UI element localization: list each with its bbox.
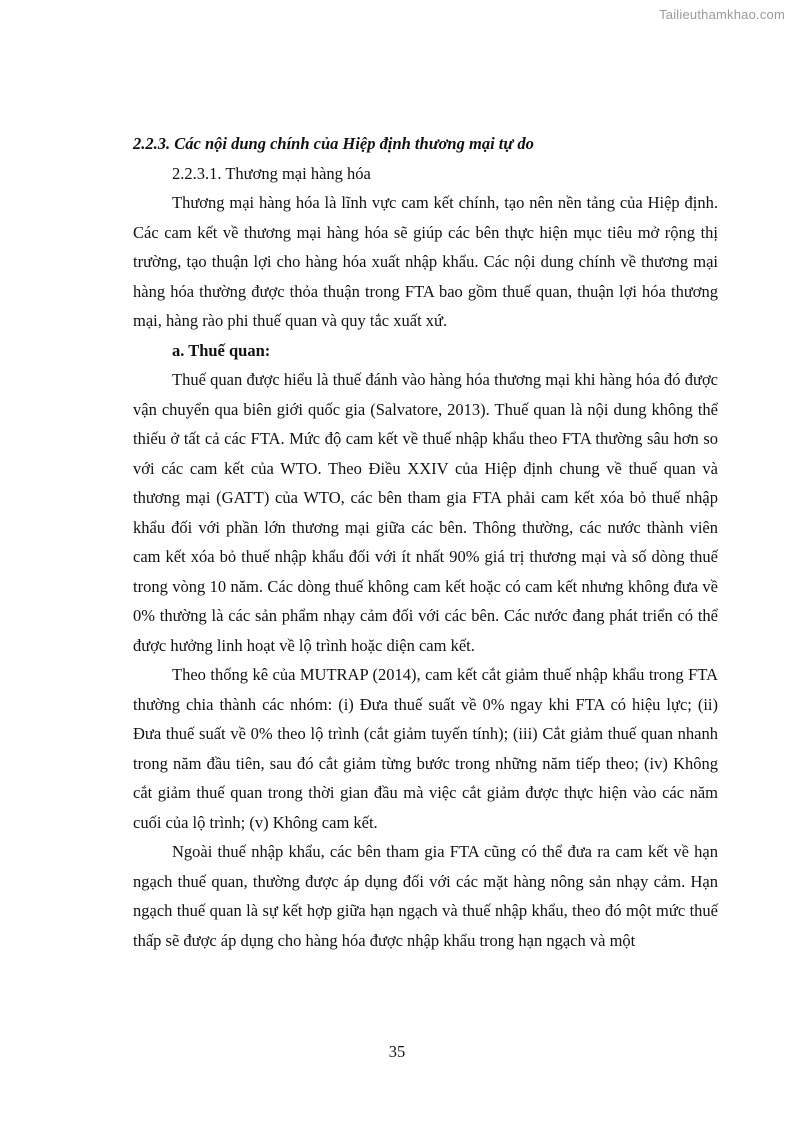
subsection-heading: 2.2.3.1. Thương mại hàng hóa xyxy=(172,163,371,183)
watermark: Tailieuthamkhao.com xyxy=(659,7,785,22)
paragraph-tariff-definition: Thuế quan được hiểu là thuế đánh vào hàng hóa thương mại khi hàng hóa đó được vận chuyển qua biên giới quốc gia (Salvatore, 2013). Thuế quan là nội dung không thể thiếu ở tất cả các FTA. Mức độ cam kết về thuế nhập khẩu theo FTA thường sâu hơn so với các cam kết của WTO. Theo Điều XXIV của Hiệp định chung về thuế quan và thương mại (GATT) của WTO, các bên tham gia FTA phải cam kết xóa bỏ thuế nhập khẩu đối với phần lớn thương mại giữa các bên. Thông thường, các nước thành viên cam kết xóa bỏ thuế nhập khẩu đối với ít nhất 90% giá trị thương mại và số dòng thuế trong vòng 10 năm. Các dòng thuế không cam kết hoặc có cam kết nhưng không đưa về 0% thường là các sản phẩm nhạy cảm đối với các bên. Các nước đang phát triển có thể được hưởng linh hoạt về lộ trình hoặc diện cam kết. xyxy=(133,370,718,655)
page-number: 35 xyxy=(388,1042,406,1061)
paragraph-intro: Thương mại hàng hóa là lĩnh vực cam kết chính, tạo nên nền tảng của Hiệp định. Các cam kết về thương mại hàng hóa sẽ giúp các bên thực hiện mục tiêu mở rộng thị trường, tạo thuận lợi cho hàng hóa xuất nhập khẩu. Các nội dung chính về thương mại hàng hóa thường được thỏa thuận trong FTA bao gồm thuế quan, thuận lợi hóa thương mại, hàng rào phi thuế quan và quy tắc xuất xứ. xyxy=(133,193,718,330)
document-body xyxy=(133,129,718,955)
paragraph-mutrap: Theo thống kê của MUTRAP (2014), cam kết cắt giảm thuế nhập khẩu trong FTA thường chia thành các nhóm: (i) Đưa thuế suất về 0% ngay khi FTA có hiệu lực; (ii) Đưa thuế suất về 0% theo lộ trình (cắt giảm tuyến tính); (iii) Cắt giảm thuế quan nhanh trong năm đầu tiên, sau đó cắt giảm từng bước trong những năm tiếp theo; (iv) Không cắt giảm thuế quan trong thời gian đầu mà việc cắt giảm được thực hiện vào các năm cuối của lộ trình; (v) Không cam kết. xyxy=(133,665,718,832)
tariff-heading: a. Thuế quan: xyxy=(172,340,271,360)
section-heading: 2.2.3. Các nội dung chính của Hiệp định thương mại tự do xyxy=(133,134,534,153)
paragraph-tariff-quota: Ngoài thuế nhập khẩu, các bên tham gia FTA cũng có thể đưa ra cam kết về hạn ngạch thuế quan, thường được áp dụng đối với các mặt hàng nông sản nhạy cảm. Hạn ngạch thuế quan là sự kết hợp giữa hạn ngạch và thuế nhập khẩu, theo đó một mức thuế thấp sẽ được áp dụng cho hàng hóa được nhập khẩu trong hạn ngạch và một xyxy=(133,842,718,950)
